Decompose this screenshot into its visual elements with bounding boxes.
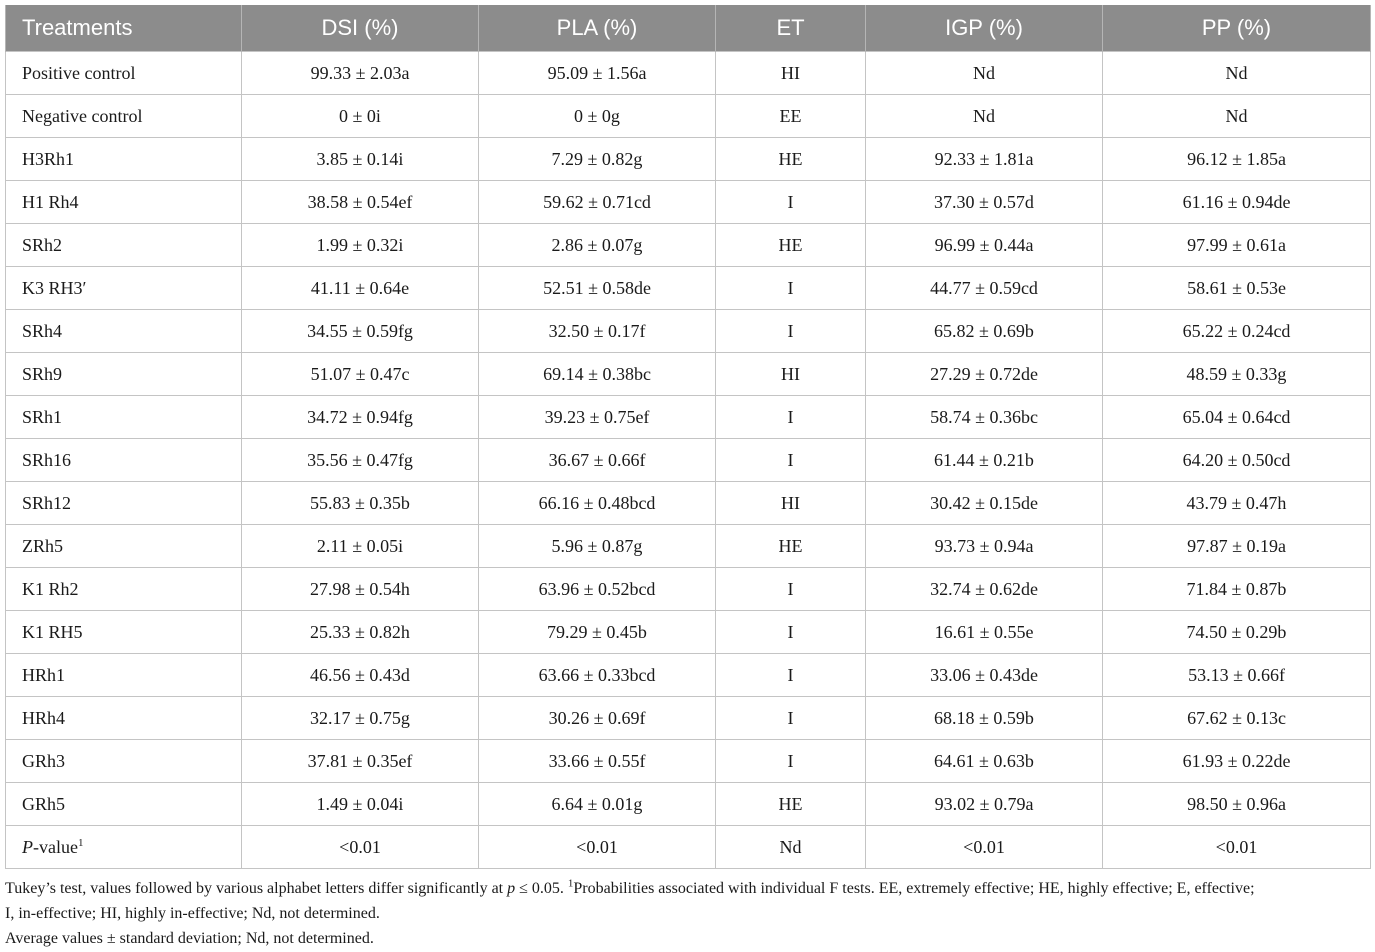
cell-igp: 68.18 ± 0.59b: [866, 697, 1103, 740]
table-row: [6, 224, 1371, 267]
cell-pla: 0 ± 0g: [479, 95, 716, 138]
cell-pp: 98.50 ± 0.96a: [1103, 783, 1371, 826]
cell-pp: 61.16 ± 0.94de: [1103, 181, 1371, 224]
footnote-line-3: Average values ± standard deviation; Nd, not determined.: [5, 930, 374, 947]
table-footnotes: [5, 876, 1370, 951]
table-row: [6, 568, 1371, 611]
cell-dsi: 51.07 ± 0.47c: [242, 353, 479, 396]
cell-dsi: 35.56 ± 0.47fg: [242, 439, 479, 482]
cell-treatment: SRh4: [6, 310, 242, 353]
cell-dsi: 1.99 ± 0.32i: [242, 224, 479, 267]
table-row: [6, 52, 1371, 95]
cell-pp: 64.20 ± 0.50cd: [1103, 439, 1371, 482]
cell-dsi: 32.17 ± 0.75g: [242, 697, 479, 740]
cell-pp: Nd: [1103, 52, 1371, 95]
footnote-threshold: ≤ 0.05.: [515, 880, 568, 897]
cell-pp: 58.61 ± 0.53e: [1103, 267, 1371, 310]
cell-igp: 44.77 ± 0.59cd: [866, 267, 1103, 310]
cell-pp: 71.84 ± 0.87b: [1103, 568, 1371, 611]
cell-dsi: 0 ± 0i: [242, 95, 479, 138]
pvalue-label-rest: -value: [33, 836, 78, 857]
cell-pp: 96.12 ± 1.85a: [1103, 138, 1371, 181]
cell-et: HE: [716, 224, 866, 267]
table-header: [6, 5, 1371, 52]
cell-pvalue-igp: <0.01: [866, 826, 1103, 869]
cell-treatment: SRh16: [6, 439, 242, 482]
cell-treatment: K3 RH3′: [6, 267, 242, 310]
cell-treatment: SRh9: [6, 353, 242, 396]
table-row: [6, 525, 1371, 568]
cell-treatment: Positive control: [6, 52, 242, 95]
cell-pvalue-pla: <0.01: [479, 826, 716, 869]
cell-dsi: 27.98 ± 0.54h: [242, 568, 479, 611]
cell-igp: 93.73 ± 0.94a: [866, 525, 1103, 568]
cell-treatment: SRh1: [6, 396, 242, 439]
cell-et: I: [716, 181, 866, 224]
cell-treatment: SRh12: [6, 482, 242, 525]
cell-igp: 64.61 ± 0.63b: [866, 740, 1103, 783]
cell-treatment: H1 Rh4: [6, 181, 242, 224]
cell-et: I: [716, 568, 866, 611]
cell-pla: 33.66 ± 0.55f: [479, 740, 716, 783]
cell-pp: 61.93 ± 0.22de: [1103, 740, 1371, 783]
cell-treatment: H3Rh1: [6, 138, 242, 181]
cell-treatment: SRh2: [6, 224, 242, 267]
cell-pla: 95.09 ± 1.56a: [479, 52, 716, 95]
cell-pla: 36.67 ± 0.66f: [479, 439, 716, 482]
table-row: [6, 783, 1371, 826]
table-row: [6, 138, 1371, 181]
table-row: [6, 353, 1371, 396]
cell-pla: 32.50 ± 0.17f: [479, 310, 716, 353]
cell-treatment: Negative control: [6, 95, 242, 138]
header-treatments: Treatments: [6, 5, 242, 52]
cell-pla: 79.29 ± 0.45b: [479, 611, 716, 654]
cell-pla: 30.26 ± 0.69f: [479, 697, 716, 740]
cell-dsi: 37.81 ± 0.35ef: [242, 740, 479, 783]
cell-dsi: 34.55 ± 0.59fg: [242, 310, 479, 353]
cell-pvalue-label: [6, 826, 242, 869]
cell-dsi: 34.72 ± 0.94fg: [242, 396, 479, 439]
cell-pp: 74.50 ± 0.29b: [1103, 611, 1371, 654]
cell-igp: Nd: [866, 52, 1103, 95]
cell-et: HE: [716, 525, 866, 568]
table-row: [6, 654, 1371, 697]
results-table: [5, 5, 1371, 869]
cell-et: HE: [716, 783, 866, 826]
cell-et: I: [716, 697, 866, 740]
footnote-abbrev: Probabilities associated with individual F tests. EE, extremely effective; HE, highly effective; E, effective;: [573, 880, 1255, 897]
cell-pla: 59.62 ± 0.71cd: [479, 181, 716, 224]
header-row: [6, 5, 1371, 52]
cell-et: EE: [716, 95, 866, 138]
pvalue-row: [6, 826, 1371, 869]
cell-pp: Nd: [1103, 95, 1371, 138]
results-table-container: [5, 5, 1370, 869]
cell-dsi: 1.49 ± 0.04i: [242, 783, 479, 826]
cell-et: HI: [716, 353, 866, 396]
cell-pvalue-pp: <0.01: [1103, 826, 1371, 869]
cell-igp: 32.74 ± 0.62de: [866, 568, 1103, 611]
cell-pla: 63.66 ± 0.33bcd: [479, 654, 716, 697]
footnote-superscript: 1: [567, 877, 574, 890]
cell-et: I: [716, 611, 866, 654]
cell-pp: 53.13 ± 0.66f: [1103, 654, 1371, 697]
cell-igp: 61.44 ± 0.21b: [866, 439, 1103, 482]
table-row: [6, 181, 1371, 224]
cell-dsi: 41.11 ± 0.64e: [242, 267, 479, 310]
cell-pla: 69.14 ± 0.38bc: [479, 353, 716, 396]
cell-treatment: GRh5: [6, 783, 242, 826]
footnote-line-2: I, in-effective; HI, highly in-effective; Nd, not determined.: [5, 905, 380, 922]
cell-pla: 2.86 ± 0.07g: [479, 224, 716, 267]
cell-dsi: 3.85 ± 0.14i: [242, 138, 479, 181]
header-igp: IGP (%): [866, 5, 1103, 52]
table-row: [6, 396, 1371, 439]
cell-igp: 37.30 ± 0.57d: [866, 181, 1103, 224]
cell-treatment: K1 Rh2: [6, 568, 242, 611]
table-body: [6, 52, 1371, 869]
footnote-line-1: [5, 876, 1370, 901]
cell-igp: 30.42 ± 0.15de: [866, 482, 1103, 525]
cell-pla: 6.64 ± 0.01g: [479, 783, 716, 826]
cell-treatment: K1 RH5: [6, 611, 242, 654]
cell-et: HE: [716, 138, 866, 181]
cell-dsi: 46.56 ± 0.43d: [242, 654, 479, 697]
table-row: [6, 310, 1371, 353]
pvalue-label-italic: P: [22, 836, 33, 857]
table-row: [6, 439, 1371, 482]
cell-igp: 96.99 ± 0.44a: [866, 224, 1103, 267]
cell-igp: 27.29 ± 0.72de: [866, 353, 1103, 396]
cell-pla: 66.16 ± 0.48bcd: [479, 482, 716, 525]
pvalue-label-sup: 1: [77, 836, 84, 849]
header-et: ET: [716, 5, 866, 52]
header-pp: PP (%): [1103, 5, 1371, 52]
cell-pp: 97.87 ± 0.19a: [1103, 525, 1371, 568]
cell-igp: 58.74 ± 0.36bc: [866, 396, 1103, 439]
cell-pvalue-dsi: <0.01: [242, 826, 479, 869]
cell-et: I: [716, 396, 866, 439]
cell-pp: 43.79 ± 0.47h: [1103, 482, 1371, 525]
cell-pla: 52.51 ± 0.58de: [479, 267, 716, 310]
cell-et: I: [716, 439, 866, 482]
cell-et: I: [716, 740, 866, 783]
cell-igp: 65.82 ± 0.69b: [866, 310, 1103, 353]
cell-pp: 65.22 ± 0.24cd: [1103, 310, 1371, 353]
cell-dsi: 99.33 ± 2.03a: [242, 52, 479, 95]
table-row: [6, 267, 1371, 310]
cell-pla: 39.23 ± 0.75ef: [479, 396, 716, 439]
cell-pp: 97.99 ± 0.61a: [1103, 224, 1371, 267]
cell-pla: 63.96 ± 0.52bcd: [479, 568, 716, 611]
table-row: [6, 697, 1371, 740]
footnote-p-symbol: p: [507, 880, 516, 897]
cell-pp: 48.59 ± 0.33g: [1103, 353, 1371, 396]
cell-treatment: GRh3: [6, 740, 242, 783]
cell-igp: Nd: [866, 95, 1103, 138]
cell-pp: 65.04 ± 0.64cd: [1103, 396, 1371, 439]
table-row: [6, 95, 1371, 138]
cell-et: I: [716, 310, 866, 353]
cell-treatment: HRh1: [6, 654, 242, 697]
cell-dsi: 2.11 ± 0.05i: [242, 525, 479, 568]
cell-pla: 5.96 ± 0.87g: [479, 525, 716, 568]
footnote-text: Tukey’s test, values followed by various alphabet letters differ significantly at: [5, 880, 508, 897]
cell-et: HI: [716, 482, 866, 525]
cell-pvalue-et: Nd: [716, 826, 866, 869]
cell-treatment: HRh4: [6, 697, 242, 740]
table-row: [6, 740, 1371, 783]
header-pla: PLA (%): [479, 5, 716, 52]
cell-igp: 92.33 ± 1.81a: [866, 138, 1103, 181]
cell-dsi: 25.33 ± 0.82h: [242, 611, 479, 654]
cell-et: I: [716, 654, 866, 697]
cell-igp: 16.61 ± 0.55e: [866, 611, 1103, 654]
cell-et: HI: [716, 52, 866, 95]
header-dsi: DSI (%): [242, 5, 479, 52]
cell-et: I: [716, 267, 866, 310]
table-row: [6, 482, 1371, 525]
cell-dsi: 55.83 ± 0.35b: [242, 482, 479, 525]
cell-pp: 67.62 ± 0.13c: [1103, 697, 1371, 740]
cell-treatment: ZRh5: [6, 525, 242, 568]
cell-pla: 7.29 ± 0.82g: [479, 138, 716, 181]
cell-igp: 33.06 ± 0.43de: [866, 654, 1103, 697]
cell-igp: 93.02 ± 0.79a: [866, 783, 1103, 826]
cell-dsi: 38.58 ± 0.54ef: [242, 181, 479, 224]
table-row: [6, 611, 1371, 654]
